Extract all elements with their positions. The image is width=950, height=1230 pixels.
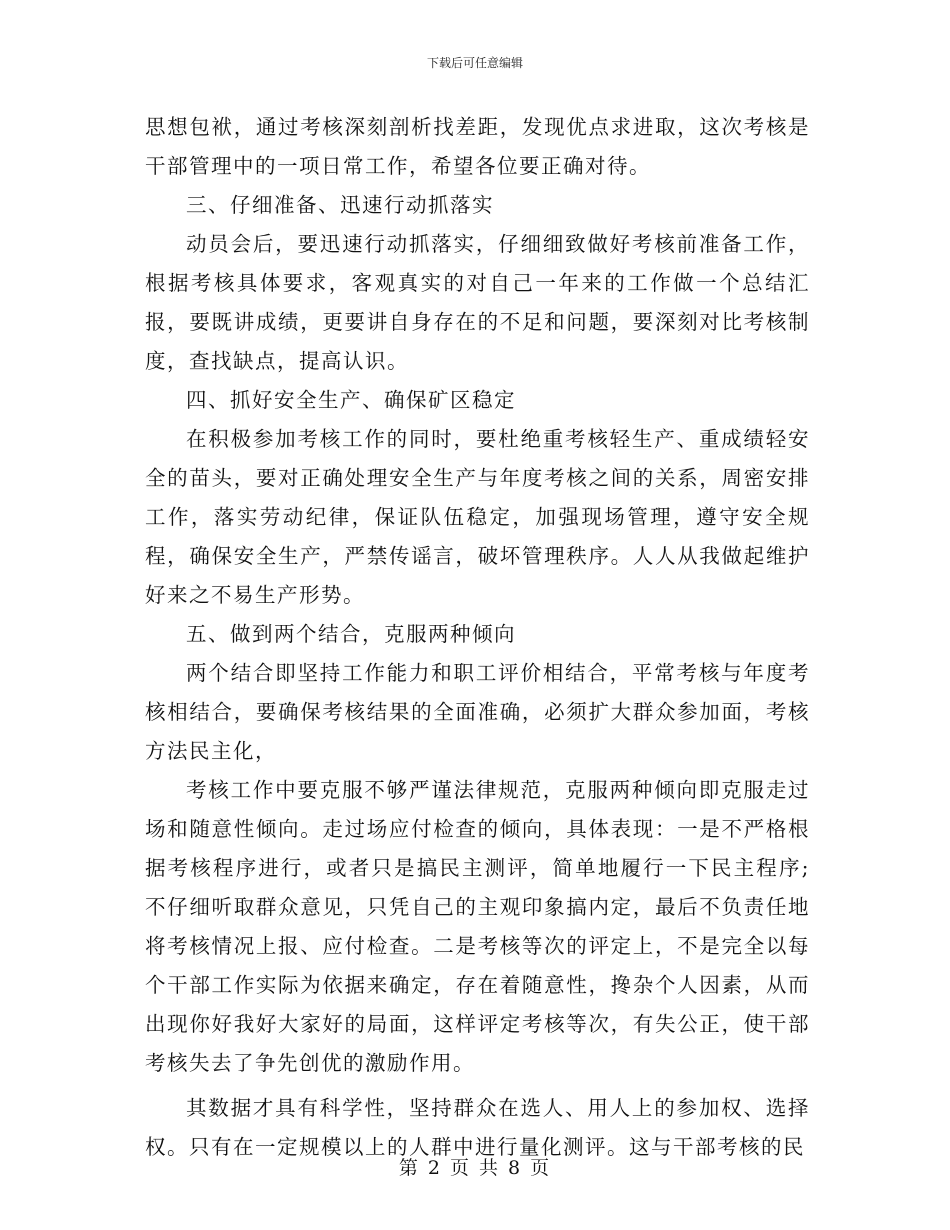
paragraph: 考核工作中要克服不够严谨法律规范，克服两种倾向即克服走过场和随意性倾向。走过场应付检查的倾向，具体表现：一是不严格根据考核程序进行，或者只是搞民主测评，简单地履行一下民主程序;不仔细听取群众意见，只凭自己的主观印象搞内定，最后不负责任地将考核情况上报、应付检查。二是考核等次的评定上，不是完全以每个干部工作实际为依据来确定，存在着随意性，搀杂个人因素，从而出现你好我好大家好的局面，这样评定考核等次，有失公正，使干部考核失去了争先创优的激励作用。 <box>145 778 810 1075</box>
paragraph: 两个结合即坚持工作能力和职工评价相结合，平常考核与年度考核相结合，要确保考核结果的全面准确，必须扩大群众参加面，考核方法民主化， <box>145 661 810 763</box>
paragraph: 在积极参加考核工作的同时，要杜绝重考核轻生产、重成绩轻安全的苗头，要对正确处理安全生产与年度考核之间的关系，周密安排工作，落实劳动纪律，保证队伍稳定，加强现场管理，遵守安全规程，确保安全生产，严禁传谣言，破坏管理秩序。人人从我做起维护好来之不易生产形势。 <box>145 427 810 607</box>
paragraph: 其数据才具有科学性，坚持群众在选人、用人上的参加权、选择权。只有在一定规模以上的人群中进行量化测评。这与干部考核的民 <box>145 1096 810 1159</box>
page-number: 第 2 页 共 8 页 <box>398 1157 552 1179</box>
section-heading-4: 四、抓好安全生产、确保矿区稳定 <box>186 388 516 412</box>
document-body <box>145 108 810 1167</box>
header-note: 下载后可任意编辑 <box>426 56 523 70</box>
section-heading-3: 三、仔细准备、迅速行动抓落实 <box>186 193 494 217</box>
paragraph-continuation: 思想包袱，通过考核深刻剖析找差距，发现优点求进取，这次考核是干部管理中的一项日常工作，希望各位要正确对待。 <box>145 115 810 178</box>
section-heading-5: 五、做到两个结合，克服两种倾向 <box>186 622 516 646</box>
paragraph: 动员会后，要迅速行动抓落实，仔细细致做好考核前准备工作，根据考核具体要求，客观真实的对自己一年来的工作做一个总结汇报，要既讲成绩，更要讲自身存在的不足和问题，要深刻对比考核制度，查找缺点，提高认识。 <box>145 232 810 373</box>
